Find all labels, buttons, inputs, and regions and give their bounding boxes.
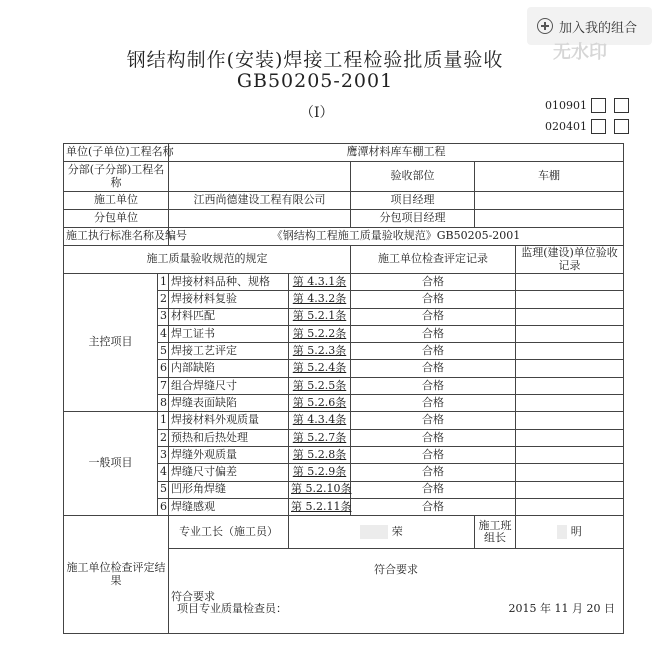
item-name: 焊接工艺评定 — [169, 343, 289, 360]
item-clause: 第 5.2.7条 — [289, 429, 351, 446]
item-name: 组合焊缝尺寸 — [169, 377, 289, 394]
form-number: （Ⅰ） — [300, 105, 334, 121]
table-row — [64, 162, 624, 192]
item-clause: 第 5.2.8条 — [289, 446, 351, 463]
item-result: 合格 — [351, 395, 516, 412]
item-clause: 第 5.2.10条 — [289, 481, 351, 498]
item-name: 焊缝感观 — [169, 498, 289, 515]
item-number: 5 — [158, 481, 169, 498]
code-row-1 — [545, 98, 629, 113]
inspection-table — [63, 143, 624, 634]
item-number: 7 — [158, 377, 169, 394]
sub-pm-label: 分包项目经理 — [351, 210, 475, 228]
item-supervisor — [516, 429, 624, 446]
sign-date: 2015 年 11 月 20 日 — [508, 601, 616, 615]
item-number: 8 — [158, 395, 169, 412]
item-result: 合格 — [351, 308, 516, 325]
item-supervisor — [516, 395, 624, 412]
item-clause: 第 5.2.1条 — [289, 308, 351, 325]
code-number: 010901 — [545, 99, 587, 112]
project-manager-label: 项目经理 — [351, 192, 475, 210]
general-group-label: 一般项目 — [64, 412, 158, 516]
item-result: 合格 — [351, 481, 516, 498]
item-number: 1 — [158, 412, 169, 429]
item-name: 焊接材料外观质量 — [169, 412, 289, 429]
standard-value: 《钢结构工程施工质量验收规范》GB50205-2001 — [169, 228, 624, 246]
subcontractor-value — [169, 210, 351, 228]
item-supervisor — [516, 325, 624, 342]
item-result: 合格 — [351, 360, 516, 377]
item-number: 2 — [158, 429, 169, 446]
item-number: 6 — [158, 360, 169, 377]
result-label: 施工单位检查评定结果 — [64, 516, 169, 634]
inspection-part-value: 车棚 — [475, 162, 624, 192]
main-group-label: 主控项目 — [64, 274, 158, 412]
subcontractor-label: 分包单位 — [64, 210, 169, 228]
item-name: 预热和后热处理 — [169, 429, 289, 446]
item-result: 合格 — [351, 343, 516, 360]
item-number: 5 — [158, 343, 169, 360]
item-name: 凹形角焊缝 — [169, 481, 289, 498]
item-result: 合格 — [351, 325, 516, 342]
table-row — [64, 192, 624, 210]
item-supervisor — [516, 412, 624, 429]
table-row — [64, 274, 624, 291]
item-clause: 第 5.2.5条 — [289, 377, 351, 394]
table-row — [64, 516, 624, 549]
checkbox[interactable] — [614, 119, 629, 134]
sub-pm-value — [475, 210, 624, 228]
item-result: 合格 — [351, 412, 516, 429]
item-result: 合格 — [351, 464, 516, 481]
item-name: 焊接材料复验 — [169, 291, 289, 308]
project-manager-value — [475, 192, 624, 210]
item-supervisor — [516, 274, 624, 291]
code-row-2 — [545, 119, 629, 134]
item-number: 1 — [158, 274, 169, 291]
item-name: 焊缝外观质量 — [169, 446, 289, 463]
supervisor-header: 监理(建设)单位验收记录 — [516, 246, 624, 274]
check-header: 施工单位检查评定记录 — [351, 246, 516, 274]
item-supervisor — [516, 360, 624, 377]
table-row — [64, 412, 624, 429]
checkbox[interactable] — [591, 98, 606, 113]
item-result: 合格 — [351, 274, 516, 291]
item-number: 4 — [158, 464, 169, 481]
inspector-label: 项目专业质量检查员： — [177, 602, 287, 616]
watermark-text: 无水印 — [553, 42, 607, 63]
table-row — [64, 228, 624, 246]
item-clause: 第 5.2.2条 — [289, 325, 351, 342]
table-row — [64, 144, 624, 162]
item-result: 合格 — [351, 377, 516, 394]
item-result: 合格 — [351, 446, 516, 463]
item-supervisor — [516, 291, 624, 308]
foreman-label: 专业工长（施工员） — [169, 516, 289, 549]
item-name: 焊缝表面缺陷 — [169, 395, 289, 412]
item-number: 2 — [158, 291, 169, 308]
inspection-part-label: 验收部位 — [351, 162, 475, 192]
result-value-2: 符合要求 — [171, 589, 215, 603]
item-result: 合格 — [351, 429, 516, 446]
sub-project-label: 分部(子分部)工程名称 — [64, 162, 169, 192]
spec-header: 施工质量验收规范的规定 — [64, 246, 351, 274]
document-standard: GB50205-2001 — [236, 70, 394, 92]
table-header-row — [64, 246, 624, 274]
item-clause: 第 4.3.2条 — [289, 291, 351, 308]
table-row — [64, 210, 624, 228]
sub-project-value — [169, 162, 351, 192]
item-supervisor — [516, 481, 624, 498]
item-supervisor — [516, 308, 624, 325]
add-to-collection-label: 加入我的组合 — [559, 20, 638, 36]
checkbox[interactable] — [591, 119, 606, 134]
project-name-label: 单位(子单位)工程名称 — [64, 144, 169, 162]
team-leader-name: 明 — [516, 516, 624, 549]
inspector-cell — [169, 591, 624, 634]
standard-label: 施工执行标准名称及编号 — [64, 228, 169, 246]
item-number: 3 — [158, 308, 169, 325]
item-name: 焊缝尺寸偏差 — [169, 464, 289, 481]
item-name: 焊接材料品种、规格 — [169, 274, 289, 291]
item-clause: 第 5.2.4条 — [289, 360, 351, 377]
construction-unit-label: 施工单位 — [64, 192, 169, 210]
item-clause: 第 4.3.1条 — [289, 274, 351, 291]
item-supervisor — [516, 498, 624, 515]
item-clause: 第 5.2.9条 — [289, 464, 351, 481]
item-supervisor — [516, 464, 624, 481]
foreman-name: 荣 — [289, 516, 475, 549]
item-supervisor — [516, 446, 624, 463]
construction-unit-value: 江西尚德建设工程有限公司 — [169, 192, 351, 210]
item-number: 6 — [158, 498, 169, 515]
item-clause: 第 5.2.6条 — [289, 395, 351, 412]
project-name-value: 鹰潭材料库车棚工程 — [169, 144, 624, 162]
item-number: 4 — [158, 325, 169, 342]
item-clause: 第 5.2.3条 — [289, 343, 351, 360]
result-value: 符合要求 — [169, 549, 624, 591]
item-clause: 第 5.2.11条 — [289, 498, 351, 515]
document-title: 钢结构制作(安装)焊接工程检验批质量验收 — [126, 49, 504, 71]
item-supervisor — [516, 377, 624, 394]
item-result: 合格 — [351, 291, 516, 308]
item-name: 内部缺陷 — [169, 360, 289, 377]
item-supervisor — [516, 343, 624, 360]
item-name: 焊工证书 — [169, 325, 289, 342]
checkbox[interactable] — [614, 98, 629, 113]
item-number: 3 — [158, 446, 169, 463]
code-number: 020401 — [545, 120, 587, 133]
plus-circle-icon — [537, 18, 553, 34]
item-clause: 第 4.3.4条 — [289, 412, 351, 429]
item-result: 合格 — [351, 498, 516, 515]
team-leader-label: 施工班组长 — [475, 516, 516, 549]
item-name: 材料匹配 — [169, 308, 289, 325]
